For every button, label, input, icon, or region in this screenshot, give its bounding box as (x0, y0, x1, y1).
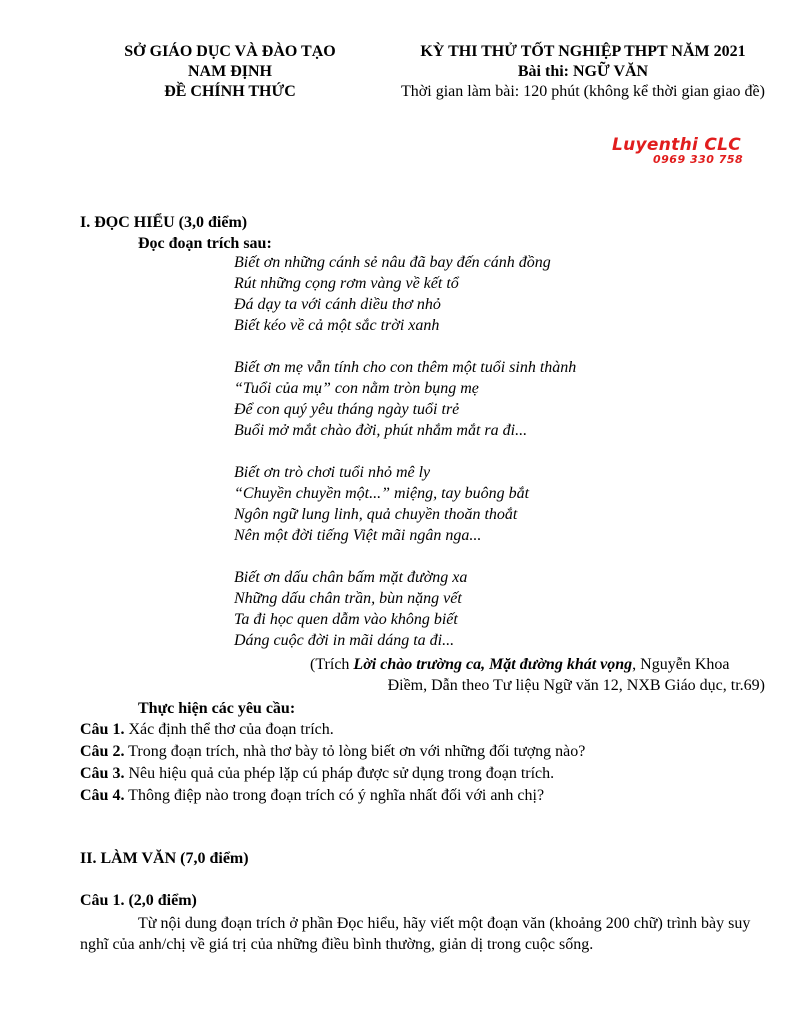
poem-stanza (234, 252, 576, 336)
poem-line: Buổi mở mắt chào đời, phút nhắm mắt ra đi... (234, 422, 528, 439)
poem-line: Biết ơn dấu chân bấm mặt đường xa (234, 569, 468, 586)
exam-duration: Thời gian làm bài: 120 phút (không kể thời gian giao đề) (401, 83, 765, 100)
reading-instruction: Đọc đoạn trích sau: (138, 235, 272, 252)
issuer-province: NAM ĐỊNH (188, 63, 272, 80)
poem-line: Để con quý yêu tháng ngày tuổi trẻ (234, 401, 460, 418)
question-2 (80, 741, 585, 762)
essay-question-1-text: Từ nội dung đoạn trích ở phần Đọc hiểu, hãy viết một đoạn văn (khoảng 200 chữ) trình bày suy nghĩ của anh/chị về giá trị của những điều bình thường, giản dị trong cuộc sống. (80, 915, 751, 953)
poem-citation (310, 654, 765, 696)
poem-stanza (234, 357, 576, 441)
poem-line: Ta đi học quen dẫm vào không biết (234, 611, 458, 628)
citation-author: , Nguyễn Khoa (632, 656, 730, 673)
question-label: Câu 3. (80, 765, 125, 782)
question-label: Câu 2. (80, 743, 125, 760)
citation-line-1 (310, 654, 765, 675)
exam-subject: Bài thi: NGỮ VĂN (517, 63, 649, 80)
stamp-brand: Luyenthi CLC (612, 135, 742, 155)
official-exam-label: ĐỀ CHÍNH THỨC (164, 83, 296, 100)
poem-stanza (234, 567, 576, 651)
question-4 (80, 785, 544, 806)
question-text: Thông điệp nào trong đoạn trích có ý nghĩa nhất đối với anh chị? (124, 787, 545, 804)
question-text: Xác định thể thơ của đoạn trích. (124, 721, 334, 738)
question-label: Câu 1. (80, 721, 125, 738)
stamp-phone: 0969 330 758 (653, 153, 744, 166)
poem-line: Biết ơn mẹ vẫn tính cho con thêm một tuổi sinh thành (234, 359, 577, 376)
poem-excerpt (234, 252, 576, 672)
poem-line: Dáng cuộc đời in mãi dáng ta đi... (234, 632, 455, 649)
exam-info-block (383, 42, 783, 102)
poem-line: Đá dạy ta với cánh diều thơ nhỏ (234, 296, 441, 313)
poem-line: “Chuyền chuyền một...” miệng, tay buông bắt (234, 485, 530, 502)
poem-stanza (234, 462, 576, 546)
issuer-block (80, 42, 380, 102)
citation-line-2: Điềm, Dẫn theo Tư liệu Ngữ văn 12, NXB Giáo dục, tr.69) (387, 677, 765, 694)
poem-line: “Tuổi của mụ” con nằm tròn bụng mẹ (234, 380, 479, 397)
poem-line: Ngôn ngữ lung linh, quả chuyền thoăn thoắt (234, 506, 518, 523)
luyenthi-stamp (612, 136, 772, 166)
poem-line: Biết ơn những cánh sẻ nâu đã bay đến cánh đồng (234, 254, 551, 271)
poem-line: Những dấu chân trần, bùn nặng vết (234, 590, 462, 607)
question-text: Trong đoạn trích, nhà thơ bày tỏ lòng biết ơn với những đối tượng nào? (124, 743, 586, 760)
question-text: Nêu hiệu quả của phép lặp cú pháp được sử dụng trong đoạn trích. (124, 765, 555, 782)
tasks-heading: Thực hiện các yêu cầu: (138, 700, 296, 717)
citation-work-title: Lời chào trường ca, Mặt đường khát vọng (353, 656, 633, 673)
section1-heading: I. ĐỌC HIỂU (3,0 điểm) (80, 214, 248, 231)
question-3 (80, 763, 554, 784)
poem-line: Rút những cọng rơm vàng về kết tổ (234, 275, 459, 292)
question-label: Câu 4. (80, 787, 125, 804)
citation-prefix: (Trích (310, 656, 354, 673)
poem-line: Nên một đời tiếng Việt mãi ngân nga... (234, 527, 482, 544)
question-1 (80, 719, 334, 740)
issuer-department: SỞ GIÁO DỤC VÀ ĐÀO TẠO (124, 43, 336, 60)
section2-heading: II. LÀM VĂN (7,0 điểm) (80, 850, 249, 867)
exam-title: KỲ THI THỬ TỐT NGHIỆP THPT NĂM 2021 (420, 43, 746, 60)
poem-line: Biết ơn trò chơi tuổi nhỏ mê ly (234, 464, 431, 481)
poem-line: Biết kéo về cả một sắc trời xanh (234, 317, 440, 334)
essay-question-1-heading: Câu 1. (2,0 điểm) (80, 892, 197, 909)
